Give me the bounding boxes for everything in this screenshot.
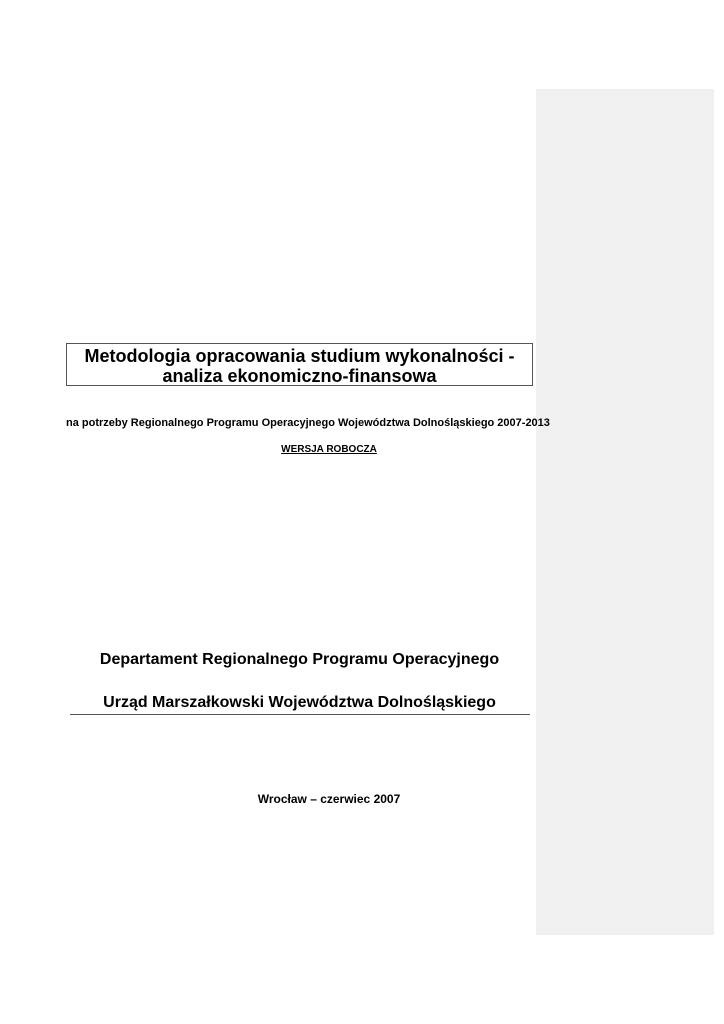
document-subtitle: na potrzeby Regionalnego Programu Operacyjnego Województwa Dolnośląskiego 2007-2013 (66, 417, 550, 429)
department-name: Departament Regionalnego Programu Operacyjnego (99, 651, 500, 668)
draft-version-label: WERSJA ROBOCZA (281, 444, 377, 455)
place-and-date: Wrocław – czerwiec 2007 (257, 792, 401, 806)
document-title-line-2: analiza ekonomiczno-finansowa (162, 366, 437, 386)
document-title-line-1: Metodologia opracowania studium wykonalności - (84, 346, 515, 366)
office-name: Urząd Marszałkowski Województwa Dolnośląskiego (103, 694, 496, 711)
comment-margin-pane (536, 89, 714, 935)
horizontal-rule (70, 714, 530, 715)
document-title-box (66, 343, 533, 386)
